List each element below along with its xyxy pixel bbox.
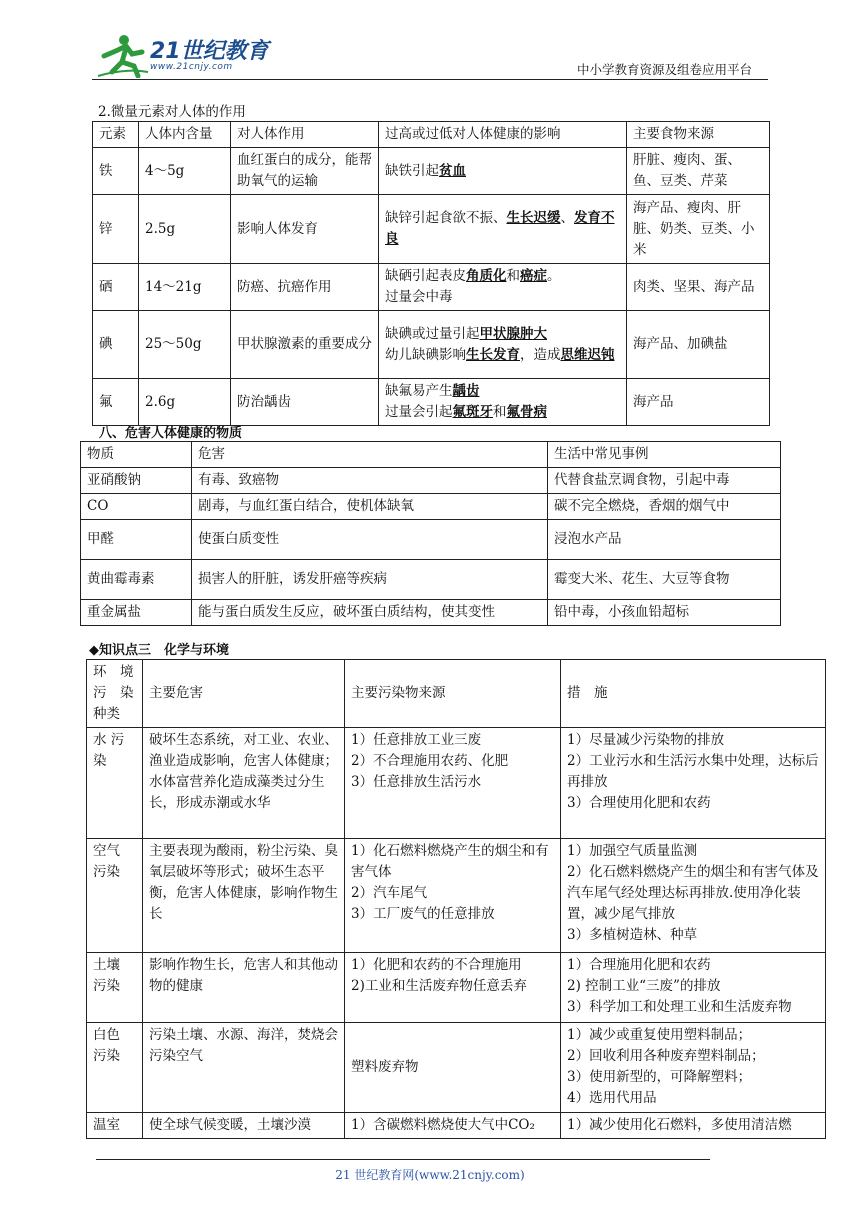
text-segment: 和 — [493, 404, 507, 420]
cell-line: 2）汽车尾气 — [351, 885, 428, 901]
effect-cell — [379, 148, 627, 195]
harm-cell: 使蛋白质变性 — [192, 520, 548, 560]
text-segment: 缺硒引起表皮 — [385, 268, 466, 284]
table-row — [81, 494, 781, 520]
source-cell — [345, 953, 561, 1023]
table-row — [81, 600, 781, 626]
measures-cell — [561, 953, 826, 1023]
food-cell: 海产品 — [627, 379, 770, 426]
table-header-row — [81, 442, 781, 468]
substance-cell: 重金属盐 — [81, 600, 192, 626]
keyword: 氟斑牙 — [452, 404, 493, 420]
column-header: 物质 — [81, 442, 192, 468]
cell-line: 1）化石燃料燃烧产生的烟尘和有害气体 — [351, 843, 549, 880]
keyword: 发育不良 — [385, 210, 615, 247]
logo-text: 21世纪教育 — [150, 39, 269, 64]
example-cell: 浸泡水产品 — [548, 520, 781, 560]
example-cell: 铅中毒，小孩血铅超标 — [548, 600, 781, 626]
source-cell — [345, 839, 561, 953]
cell-line: 2）回收利用各种废弃塑料制品； — [567, 1048, 765, 1064]
section-title-trace-elements: 2.微量元素对人体的作用 — [98, 104, 246, 120]
element-cell: 铁 — [93, 148, 139, 195]
element-cell: 碘 — [93, 311, 139, 379]
cell-line: 塑料废弃物 — [351, 1059, 419, 1075]
element-cell: 硒 — [93, 264, 139, 311]
harm-cell: 破坏生态系统，对工业、农业、渔业造成影响，危害人体健康；水体富营养化造成藻类过分生长，形成赤潮或水华 — [143, 728, 345, 839]
cell-line: 2) 控制工业“三废”的排放 — [567, 978, 721, 994]
column-header: 主要危害 — [143, 660, 345, 728]
pollution-kind-cell: 空气 污染 — [87, 839, 143, 953]
cell-line: 1）尽量减少污染物的排放 — [567, 732, 725, 748]
cell-line: 1）减少使用化石燃料，多使用清洁燃 — [567, 1117, 792, 1133]
role-cell: 防治龋齿 — [231, 379, 379, 426]
text-segment: 。 — [547, 268, 561, 284]
keyword: 龋齿 — [452, 383, 480, 399]
table-header-row — [93, 122, 770, 148]
environment-table — [86, 659, 826, 1139]
keyword: 甲状腺肿大 — [479, 325, 547, 342]
keyword: 贫血 — [439, 162, 466, 179]
keyword: 生长迟缓 — [506, 210, 561, 226]
cell-line: 1）含碳燃料燃烧使大气中CO₂ — [351, 1117, 535, 1133]
source-cell — [345, 1113, 561, 1139]
table-row — [93, 311, 770, 379]
table-row — [87, 1023, 826, 1113]
role-cell: 血红蛋白的成分，能帮助氧气的运输 — [231, 148, 379, 195]
cell-line: 2）工业污水和生活污水集中处理，达标后再排放 — [567, 753, 819, 790]
column-header: 元素 — [93, 122, 139, 148]
table-header-row — [87, 660, 826, 728]
platform-name: 中小学教育资源及组卷应用平台 — [576, 62, 752, 77]
keyword: 氟骨病 — [506, 404, 547, 420]
column-header: 措 施 — [561, 660, 826, 728]
effect-cell — [379, 379, 627, 426]
table-row — [93, 195, 770, 264]
example-cell: 霉变大米、花生、大豆等食物 — [548, 560, 781, 600]
table-row — [93, 148, 770, 195]
cell-line: 1）加强空气质量监测 — [567, 843, 698, 859]
keyword: 角质化 — [466, 268, 507, 284]
harm-cell: 剧毒，与血红蛋白结合，使机体缺氧 — [192, 494, 548, 520]
cell-line: 2)工业和生活废弃物任意丢弃 — [351, 978, 527, 994]
food-cell: 肝脏、瘦肉、蛋、鱼、豆类、芹菜 — [627, 148, 770, 195]
measures-cell — [561, 728, 826, 839]
text-segment: 幼儿缺碘影响 — [385, 346, 466, 363]
cell-line: 3）科学加工和处理工业和生活废弃物 — [567, 999, 792, 1015]
text-segment: ，造成 — [520, 346, 561, 363]
pollution-kind-cell: 土壤 污染 — [87, 953, 143, 1023]
keyword: 癌症 — [520, 268, 547, 284]
keyword: 生长发育 — [466, 346, 520, 363]
table-row — [87, 1113, 826, 1139]
footer-divider — [96, 1159, 710, 1160]
cell-line: 1）任意排放工业三废 — [351, 732, 482, 748]
column-header: 主要污染物来源 — [345, 660, 561, 728]
element-cell: 氟 — [93, 379, 139, 426]
trace-elements-table — [92, 121, 770, 426]
harm-cell: 主要表现为酸雨，粉尘污染、臭氧层破坏等形式；破坏生态平衡，危害人体健康，影响作物生长 — [143, 839, 345, 953]
column-header: 危害 — [192, 442, 548, 468]
logo-url: www.21cnjy.com — [150, 62, 233, 72]
table-row — [87, 728, 826, 839]
cell-line: 3）工厂废气的任意排放 — [351, 906, 495, 922]
footer-site: 21 世纪教育网(www.21cnjy.com) — [335, 1168, 525, 1182]
table-row — [81, 468, 781, 494]
source-cell — [345, 1023, 561, 1113]
food-cell: 海产品、瘦肉、肝脏、奶类、豆类、小米 — [627, 195, 770, 264]
cell-line: 3）使用新型的，可降解塑料； — [567, 1069, 752, 1085]
text-segment: 过量会引起 — [385, 404, 453, 420]
effect-cell — [379, 195, 627, 264]
effect-cell — [379, 264, 627, 311]
text-segment: 缺锌引起食欲不振、 — [385, 210, 507, 226]
food-cell: 肉类、坚果、海产品 — [627, 264, 770, 311]
text-segment: 缺铁引起 — [385, 162, 439, 179]
amount-cell: 14～21g — [139, 264, 231, 311]
text-segment: 缺氟易产生 — [385, 383, 453, 399]
element-cell: 锌 — [93, 195, 139, 264]
table-row — [81, 560, 781, 600]
table-row — [93, 379, 770, 426]
amount-cell: 25～50g — [139, 311, 231, 379]
role-cell: 甲状腺激素的重要成分 — [231, 311, 379, 379]
pollution-kind-cell: 温室 — [87, 1113, 143, 1139]
column-header: 主要食物来源 — [627, 122, 770, 148]
measures-cell — [561, 839, 826, 953]
cell-line: 3）任意排放生活污水 — [351, 774, 482, 790]
harmful-substances-table — [80, 441, 781, 626]
section-title-environment: ◆知识点三 化学与环境 — [89, 643, 229, 658]
column-header: 对人体作用 — [231, 122, 379, 148]
example-cell: 代替食盐烹调食物，引起中毒 — [548, 468, 781, 494]
example-cell: 碳不完全燃烧，香烟的烟气中 — [548, 494, 781, 520]
harm-cell: 能与蛋白质发生反应，破坏蛋白质结构，使其变性 — [192, 600, 548, 626]
effect-cell — [379, 311, 627, 379]
cell-line: 1）化肥和农药的不合理施用 — [351, 957, 522, 973]
text-segment: 和 — [506, 268, 520, 284]
text-segment: 缺碘或过量引起 — [385, 325, 480, 342]
harm-cell: 影响作物生长，危害人和其他动物的健康 — [143, 953, 345, 1023]
cell-line: 2）化石燃料燃烧产生的烟尘和有害气体及汽车尾气经处理达标再排放.使用净化装置，减少尾气排放 — [567, 864, 819, 922]
cell-line: 3）合理使用化肥和农药 — [567, 795, 711, 811]
text-segment: 过量会中毒 — [385, 289, 453, 305]
amount-cell: 2.5g — [139, 195, 231, 264]
pollution-kind-cell: 白色 污染 — [87, 1023, 143, 1113]
cell-line: 1）合理施用化肥和农药 — [567, 957, 711, 973]
measures-cell — [561, 1113, 826, 1139]
text-segment: 、 — [560, 210, 574, 226]
harm-cell: 污染土壤、水源、海洋，焚烧会污染空气 — [143, 1023, 345, 1113]
table-row — [93, 264, 770, 311]
section-title-harmful: 八、危害人体健康的物质 — [99, 426, 243, 441]
substance-cell: 亚硝酸钠 — [81, 468, 192, 494]
harm-cell: 损害人的肝脏，诱发肝癌等疾病 — [192, 560, 548, 600]
cell-line: 3）多植树造林、种草 — [567, 927, 698, 943]
role-cell: 防癌、抗癌作用 — [231, 264, 379, 311]
cell-line: 2）不合理施用农药、化肥 — [351, 753, 509, 769]
substance-cell: CO — [81, 494, 192, 520]
table-row — [81, 520, 781, 560]
harm-cell: 使全球气候变暖，土壤沙漠 — [143, 1113, 345, 1139]
pollution-kind-cell: 水 污 染 — [87, 728, 143, 839]
substance-cell: 甲醛 — [81, 520, 192, 560]
harm-cell: 有毒、致癌物 — [192, 468, 548, 494]
keyword: 思维迟钝 — [560, 346, 615, 363]
column-header: 环 境 污 染 种类 — [87, 660, 143, 728]
substance-cell: 黄曲霉毒素 — [81, 560, 192, 600]
table-row — [87, 953, 826, 1023]
measures-cell — [561, 1023, 826, 1113]
column-header: 人体内含量 — [139, 122, 231, 148]
role-cell: 影响人体发育 — [231, 195, 379, 264]
cell-line: 4）选用代用品 — [567, 1090, 657, 1106]
cell-line: 1）减少或重复使用塑料制品； — [567, 1027, 752, 1043]
amount-cell: 4～5g — [139, 148, 231, 195]
header-divider — [92, 79, 768, 80]
column-header: 过高或过低对人体健康的影响 — [379, 122, 627, 148]
food-cell: 海产品、加碘盐 — [627, 311, 770, 379]
table-row — [87, 839, 826, 953]
source-cell — [345, 728, 561, 839]
column-header: 生活中常见事例 — [548, 442, 781, 468]
amount-cell: 2.6g — [139, 379, 231, 426]
